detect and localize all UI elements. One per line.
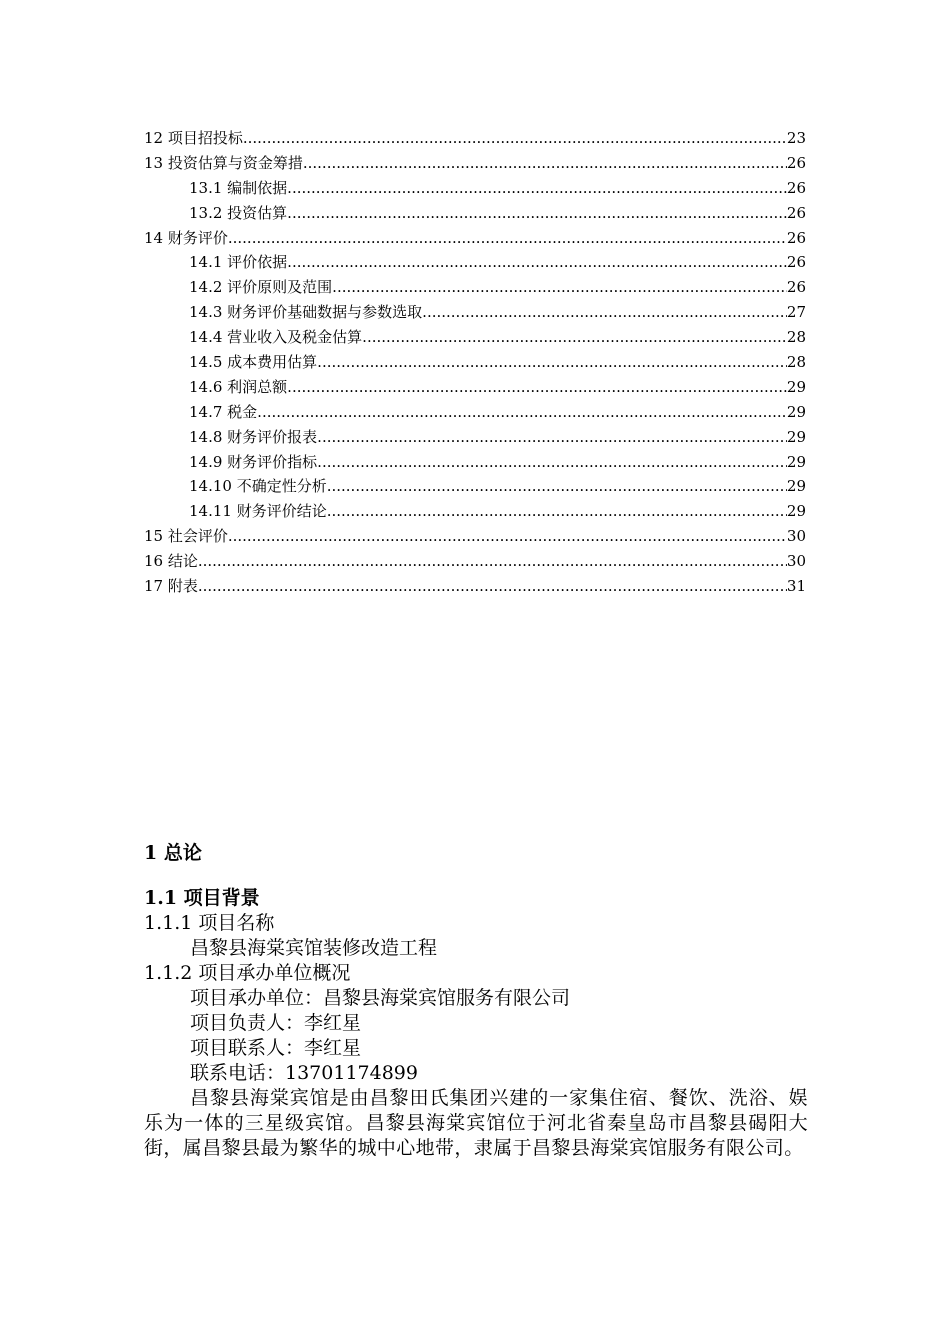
toc-entry[interactable] xyxy=(144,474,806,499)
toc-dot-leader xyxy=(327,499,787,524)
toc-entry-page: 27 xyxy=(786,303,806,322)
toc-entry[interactable] xyxy=(144,300,806,325)
toc-entry-page: 29 xyxy=(786,402,806,421)
toc-entry[interactable] xyxy=(144,574,806,599)
toc-entry[interactable] xyxy=(144,176,806,201)
toc-entry[interactable] xyxy=(144,524,806,549)
subsection-title: 1.1.1 项目名称 xyxy=(144,912,275,934)
toc-entry-title: 14.4 营业收入及税金估算 xyxy=(189,328,363,347)
toc-entry-title: 14.8 财务评价报表 xyxy=(189,427,318,446)
toc-entry-page: 29 xyxy=(786,377,806,396)
toc-entry[interactable] xyxy=(144,325,806,350)
toc-entry-title: 13.1 编制依据 xyxy=(189,178,288,197)
toc-entry[interactable] xyxy=(144,201,806,226)
toc-entry[interactable] xyxy=(144,226,806,251)
toc-entry-title: 14.5 成本费用估算 xyxy=(189,353,318,372)
toc-entry-title: 14.9 财务评价指标 xyxy=(189,452,318,471)
toc-entry-page: 26 xyxy=(786,228,806,247)
toc-entry-title: 15 社会评价 xyxy=(144,527,228,546)
toc-entry-title: 14.6 利润总额 xyxy=(189,377,288,396)
toc-entry-page: 26 xyxy=(786,203,806,222)
subsection-title: 1.1.2 项目承办单位概况 xyxy=(144,962,351,984)
toc-entry-title: 14.10 不确定性分析 xyxy=(189,477,327,496)
toc-entry-page: 28 xyxy=(786,328,806,347)
toc-entry[interactable] xyxy=(144,450,806,475)
project-name: 昌黎县海棠宾馆装修改造工程 xyxy=(190,937,438,959)
toc-entry-page: 28 xyxy=(786,353,806,372)
phone-line: 联系电话：13701174899 xyxy=(190,1062,418,1084)
toc-entry-page: 29 xyxy=(786,502,806,521)
toc-entry[interactable] xyxy=(144,425,806,450)
toc-dot-leader xyxy=(317,350,787,375)
toc-entry[interactable] xyxy=(144,350,806,375)
toc-entry-title: 14.7 税金 xyxy=(189,402,258,421)
toc-entry-page: 30 xyxy=(786,552,806,571)
toc-dot-leader xyxy=(362,325,787,350)
toc-entry-page: 31 xyxy=(786,577,806,596)
toc-entry-title: 14.3 财务评价基础数据与参数选取 xyxy=(189,303,423,322)
toc-dot-leader xyxy=(317,425,787,450)
toc-entry-title: 16 结论 xyxy=(144,552,198,571)
toc-entry-title: 14.1 评价依据 xyxy=(189,253,288,272)
toc-entry[interactable] xyxy=(144,375,806,400)
toc-entry[interactable] xyxy=(144,151,806,176)
toc-dot-leader xyxy=(287,250,787,275)
toc-entry-title: 13 投资估算与资金筹措 xyxy=(144,153,303,172)
table-of-contents xyxy=(144,126,806,599)
toc-entry-title: 13.2 投资估算 xyxy=(189,203,288,222)
toc-dot-leader xyxy=(198,549,787,574)
toc-dot-leader xyxy=(287,176,787,201)
toc-dot-leader xyxy=(422,300,787,325)
toc-dot-leader xyxy=(332,275,787,300)
toc-dot-leader xyxy=(287,201,787,226)
toc-entry-title: 14.11 财务评价结论 xyxy=(189,502,327,521)
toc-entry-page: 29 xyxy=(786,452,806,471)
section-title: 1.1 项目背景 xyxy=(144,887,260,909)
toc-entry-title: 14 财务评价 xyxy=(144,228,228,247)
toc-entry[interactable] xyxy=(144,499,806,524)
toc-entry-page: 26 xyxy=(786,153,806,172)
toc-entry-page: 26 xyxy=(786,278,806,297)
toc-dot-leader xyxy=(317,450,787,475)
contact-line: 项目联系人：李红星 xyxy=(190,1037,362,1059)
toc-dot-leader xyxy=(257,400,787,425)
toc-entry[interactable] xyxy=(144,126,806,151)
toc-entry-title: 17 附表 xyxy=(144,577,198,596)
toc-dot-leader xyxy=(228,226,787,251)
toc-entry-page: 30 xyxy=(786,527,806,546)
toc-entry[interactable] xyxy=(144,549,806,574)
toc-entry-page: 23 xyxy=(786,129,806,147)
toc-entry-page: 26 xyxy=(786,178,806,197)
toc-entry[interactable] xyxy=(144,250,806,275)
toc-entry[interactable] xyxy=(144,275,806,300)
body-paragraph: 昌黎县海棠宾馆是由昌黎田氏集团兴建的一家集住宿、餐饮、洗浴、娱乐为一体的三星级宾馆。昌黎县海棠宾馆位于河北省秦皇岛市昌黎县碣阳大街，属昌黎县最为繁华的城中心地带，隶属于昌黎县海棠宾馆服务有限公司。 xyxy=(144,1087,808,1159)
toc-entry-title: 14.2 评价原则及范围 xyxy=(189,278,333,297)
toc-entry-page: 26 xyxy=(786,253,806,272)
toc-dot-leader xyxy=(243,126,787,151)
chapter-title: 1 总论 xyxy=(144,842,202,864)
document-body xyxy=(144,838,808,1161)
toc-dot-leader xyxy=(198,574,787,599)
toc-entry[interactable] xyxy=(144,400,806,425)
toc-dot-leader xyxy=(327,474,787,499)
org-line: 项目承办单位：昌黎县海棠宾馆服务有限公司 xyxy=(190,987,571,1009)
leader-line: 项目负责人：李红星 xyxy=(190,1012,362,1034)
toc-dot-leader xyxy=(228,524,787,549)
toc-entry-page: 29 xyxy=(786,427,806,446)
toc-dot-leader xyxy=(287,375,787,400)
toc-entry-title: 12 项目招投标 xyxy=(144,129,243,147)
toc-dot-leader xyxy=(303,151,787,176)
toc-entry-page: 29 xyxy=(786,477,806,496)
